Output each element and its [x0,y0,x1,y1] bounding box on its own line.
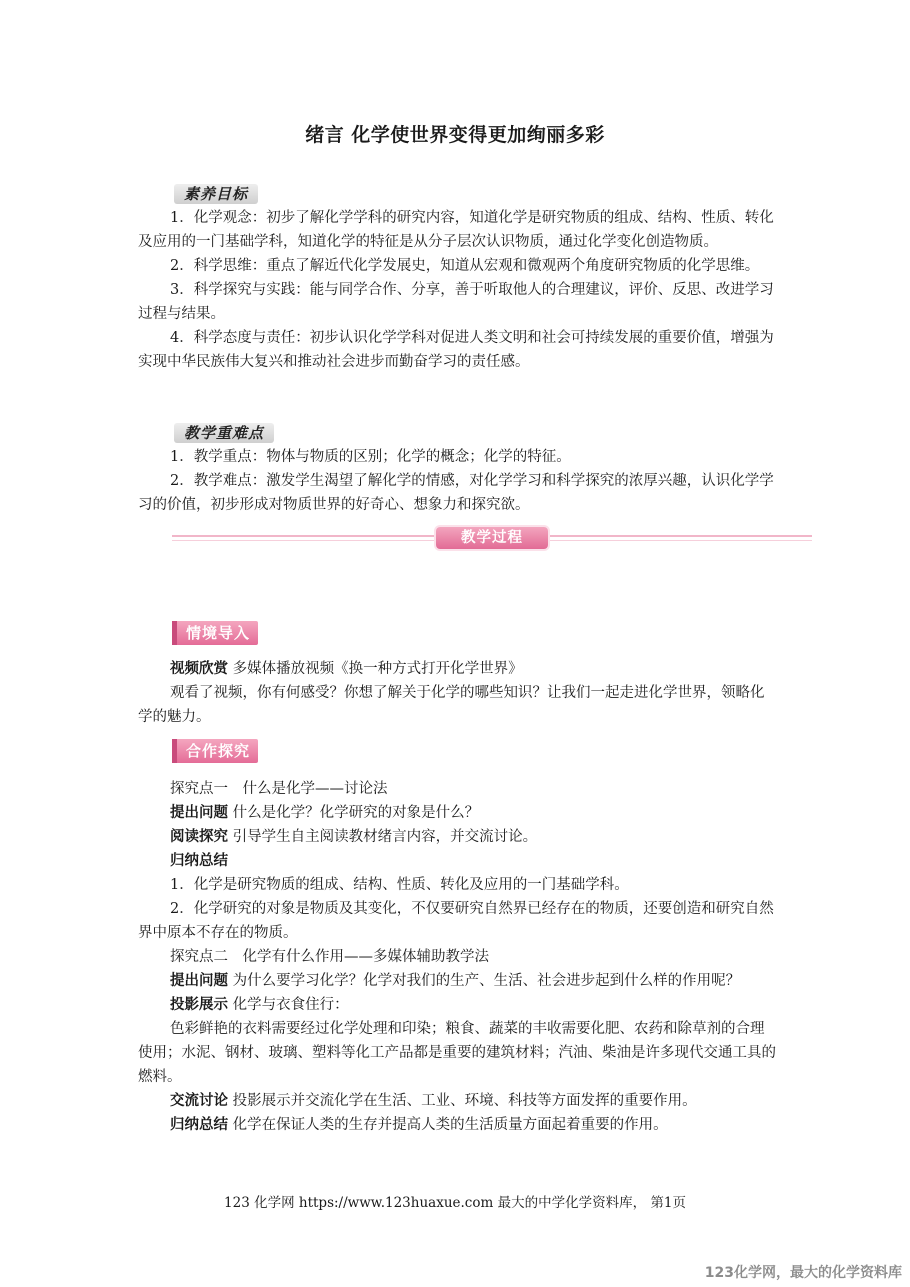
process-divider [172,526,812,550]
point1-summary-2: 2．化学研究的对象是物质及其变化，不仅要研究自然界已经存在的物质，还要创造和研究自然界中原本不存在的物质。 [138,901,774,941]
video-text: 多媒体播放视频《换一种方式打开化学世界》 [232,661,523,677]
page-title: 绪言 化学使世界变得更加绚丽多彩 [305,124,605,146]
point1-summary-1: 1．化学是研究物质的组成、结构、性质、转化及应用的一门基础学科。 [170,877,629,893]
goal-item: 2．科学思维：重点了解近代化学发展史，知道从宏观和微观两个角度研究物质的化学思维。 [170,258,760,274]
point2-paragraph: 色彩鲜艳的衣料需要经过化学处理和印染；粮食、蔬菜的丰收需要化肥、农药和除草剂的合理使用；水泥、钢材、玻璃、塑料等化工产品都是重要的建筑材料；汽油、柴油是许多现代交通工具的燃料。 [138,1021,776,1085]
point1-question-label: 提出问题 [170,805,228,821]
intro-paragraph: 观看了视频，你有何感受？你想了解关于化学的哪些知识？让我们一起走进化学世界，领略化学的魅力。 [138,685,765,725]
divider-line-left [172,535,434,537]
point2-title: 探究点二 化学有什么作用——多媒体辅助教学法 [170,949,489,965]
divider-line-right-thin [550,540,812,541]
section-header-explore: 合作探究 [172,739,258,763]
key-points-section [138,445,778,517]
section-header-intro: 情境导入 [172,621,258,645]
section-header-key-points: 教学重难点 [174,423,274,443]
divider-line-right [550,535,812,537]
point1-read-label: 阅读探究 [170,829,228,845]
point2-show-label: 投影展示 [170,997,228,1013]
process-label: 教学过程 [436,527,548,549]
section-header-goals: 素养目标 [174,184,258,204]
watermark: 123化学网，最大的化学资料库 [704,1265,902,1281]
explore-section [138,777,778,1137]
goal-item: 1．化学观念：初步了解化学学科的研究内容，知道化学是研究物质的组成、结构、性质、转化及应用的一门基础学科，知道化学的特征是从分子层次认识物质，通过化学变化创造物质。 [138,210,774,250]
point1-title: 探究点一 什么是化学——讨论法 [170,781,388,797]
key-point-item: 1．教学重点：物体与物质的区别；化学的概念；化学的特征。 [170,449,571,465]
point2-talk-text: 投影展示并交流化学在生活、工业、环境、科技等方面发挥的重要作用。 [232,1093,697,1109]
point1-question-text: 什么是化学？化学研究的对象是什么？ [232,805,480,821]
goals-section [138,206,778,374]
goal-item: 4．科学态度与责任：初步认识化学学科对促进人类文明和社会可持续发展的重要价值，增强为实现中华民族伟大复兴和推动社会进步而勤奋学习的责任感。 [138,330,774,370]
point1-summary-label: 归纳总结 [170,853,228,869]
key-point-item: 2．教学难点：激发学生渴望了解化学的情感，对化学学习和科学探究的浓厚兴趣，认识化学学习的价值，初步形成对物质世界的好奇心、想象力和探究欲。 [138,473,774,513]
point2-question-label: 提出问题 [170,973,228,989]
point2-show-text: 化学与衣食住行： [232,997,349,1013]
point1-read-text: 引导学生自主阅读教材绪言内容，并交流讨论。 [232,829,538,845]
point2-question-text: 为什么要学习化学？化学对我们的生产、生活、社会进步起到什么样的作用呢？ [232,973,741,989]
divider-line-left-thin [172,540,434,541]
page-footer: 123 化学网 https://www.123huaxue.com 最大的中学化学资料库， 第1页 [224,1195,686,1211]
point2-summary-text: 化学在保证人类的生存并提高人类的生活质量方面起着重要的作用。 [232,1117,668,1133]
goal-item: 3．科学探究与实践：能与同学合作、分享，善于听取他人的合理建议，评价、反思、改进学习过程与结果。 [138,282,774,322]
video-label: 视频欣赏 [170,661,228,677]
point2-summary-label: 归纳总结 [170,1117,228,1133]
point2-talk-label: 交流讨论 [170,1093,228,1109]
intro-section [138,657,778,729]
